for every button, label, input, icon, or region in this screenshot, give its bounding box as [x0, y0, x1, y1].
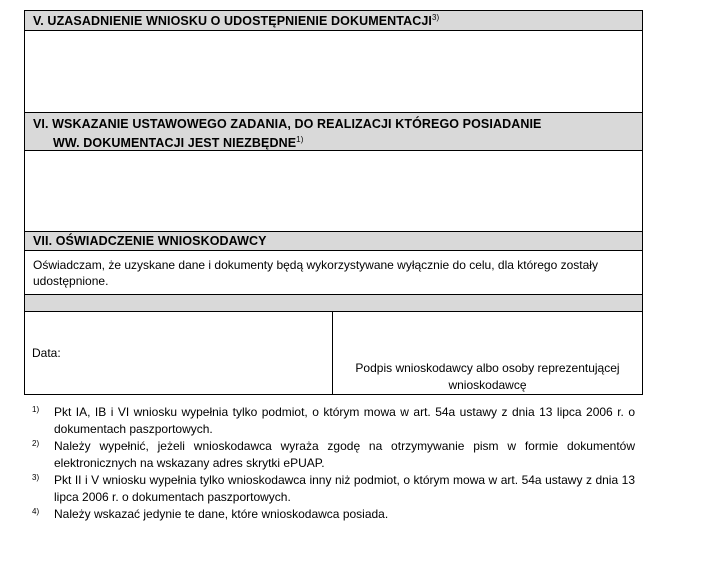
footnote-item [32, 438, 635, 471]
footnote-number: 1) [32, 405, 40, 414]
footnote-item [32, 506, 635, 523]
applicant-statement: Oświadczam, że uzyskane dane i dokumenty będą wykorzystywane wyłącznie do celu, dla którego zostały udostępnione. [25, 251, 642, 295]
footnote-number: 3) [32, 473, 40, 482]
footnote-number: 2) [32, 439, 40, 448]
signature-row [25, 312, 642, 394]
footnotes [32, 404, 635, 524]
section-5-title: V. UZASADNIENIE WNIOSKU O UDOSTĘPNIENIE DOKUMENTACJI [33, 14, 432, 28]
footnote-text: Należy wypełnić, jeżeli wnioskodawca wyraża zgodę na otrzymywanie pism w formie dokumentów elektronicznych na wskazany adres skrytki ePUAP. [54, 439, 635, 470]
section-5-justification-field[interactable] [25, 31, 642, 113]
section-7-header [25, 232, 642, 251]
footnote-item [32, 404, 635, 437]
section-7-title: VII. OŚWIADCZENIE WNIOSKODAWCY [33, 234, 267, 248]
footnote-text: Należy wskazać jedynie te dane, które wnioskodawca posiada. [54, 507, 389, 521]
footnote-text: Pkt II i V wniosku wypełnia tylko wnioskodawca inny niż podmiot, o którym mowa w art. 54a ustawy z dnia 13 lipca 2006 r. o dokumentach paszportowych. [54, 473, 635, 504]
footnote-text: Pkt IA, IB i VI wniosku wypełnia tylko podmiot, o którym mowa w art. 54a ustawy z dnia 13 lipca 2006 r. o dokumentach paszportowych. [54, 405, 635, 436]
section-7-spacer [25, 295, 642, 312]
section-6-title-line1: VI. WSKAZANIE USTAWOWEGO ZADANIA, DO REALIZACJI KTÓREGO POSIADANIE [33, 117, 542, 131]
section-6-task-field[interactable] [25, 151, 642, 232]
section-5-header [25, 11, 642, 31]
section-6-header [25, 113, 642, 151]
date-label: Data: [32, 346, 61, 360]
section-5-footnote-ref: 3) [432, 13, 440, 22]
section-6-footnote-ref: 1) [296, 135, 304, 144]
signature-field[interactable] [333, 312, 642, 394]
section-6-title-line2: WW. DOKUMENTACJI JEST NIEZBĘDNE [53, 136, 297, 150]
date-field[interactable] [25, 312, 333, 394]
footnote-item [32, 472, 635, 505]
footnote-number: 4) [32, 507, 40, 516]
application-form [24, 10, 643, 395]
signature-label: Podpis wnioskodawcy albo osoby reprezentującej wnioskodawcę [355, 361, 620, 392]
